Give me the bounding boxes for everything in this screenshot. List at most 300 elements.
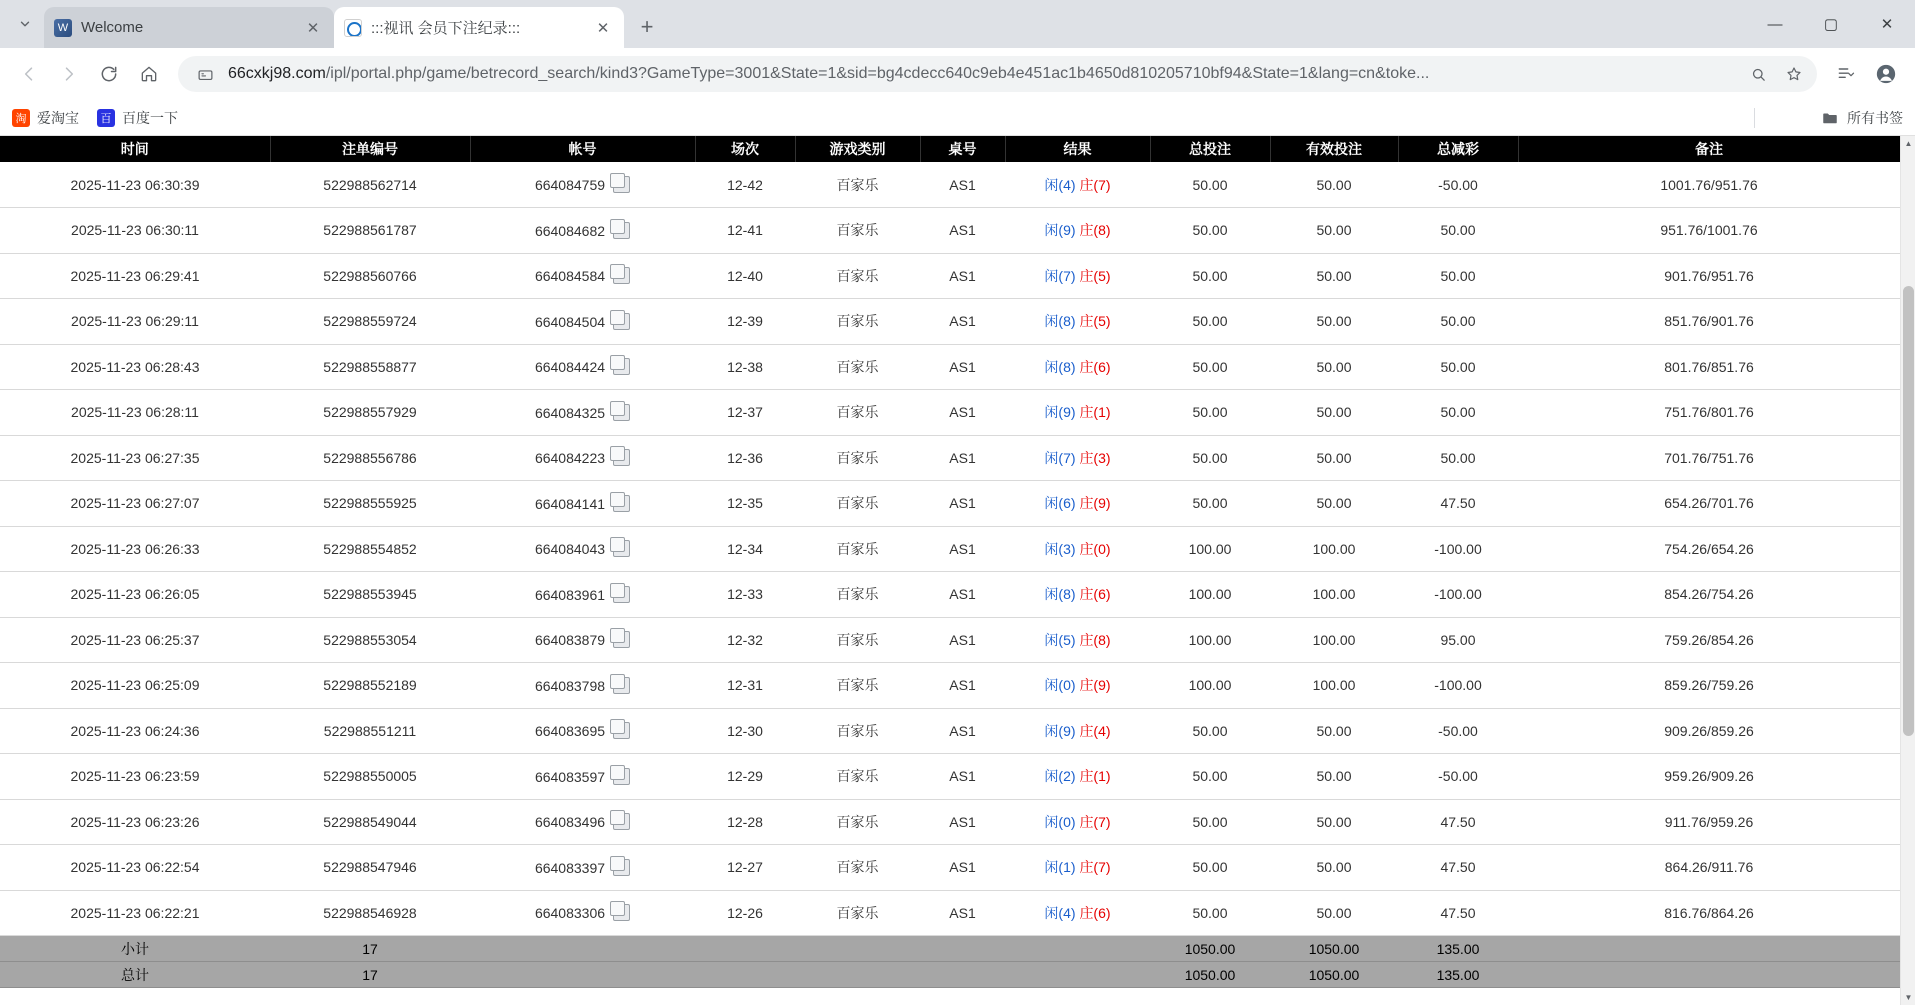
grandtotal-payout: 135.00 [1398, 962, 1518, 988]
cell-time: 2025-11-23 06:26:05 [0, 572, 270, 618]
cell-game-type: 百家乐 [795, 663, 920, 709]
site-info-icon[interactable] [192, 61, 218, 87]
scrollbar-thumb[interactable] [1903, 286, 1914, 736]
cell-round: 12-26 [695, 890, 795, 936]
col-payout[interactable]: 总减彩 [1398, 136, 1518, 162]
cell-payout: 50.00 [1398, 253, 1518, 299]
cell-time: 2025-11-23 06:24:36 [0, 708, 270, 754]
cell-total-bet[interactable]: 50.00 [1150, 299, 1270, 345]
cell-valid-bet: 50.00 [1270, 344, 1398, 390]
account-number: 664084325 [534, 404, 606, 421]
cell-round: 12-38 [695, 344, 795, 390]
copy-icon[interactable] [613, 176, 630, 193]
cell-valid-bet: 50.00 [1270, 435, 1398, 481]
grandtotal-row [0, 962, 1900, 988]
cell-valid-bet: 50.00 [1270, 799, 1398, 845]
url-host: 66cxkj98.com [228, 65, 326, 82]
cell-total-bet[interactable]: 50.00 [1150, 754, 1270, 800]
result-player: 闲(1) [1044, 859, 1076, 876]
cell-total-bet[interactable]: 50.00 [1150, 253, 1270, 299]
grandtotal-blank-1 [470, 962, 695, 988]
cell-note: 801.76/851.76 [1518, 344, 1900, 390]
table-row[interactable] [0, 344, 1900, 390]
cell-total-bet[interactable]: 50.00 [1150, 890, 1270, 936]
cell-note: 911.76/959.26 [1518, 799, 1900, 845]
account-number: 664083879 [534, 632, 606, 649]
cell-round: 12-37 [695, 390, 795, 436]
copy-icon[interactable] [613, 495, 630, 512]
cell-bet-id: 522988546928 [270, 890, 470, 936]
bookmark-taobao[interactable] [12, 108, 79, 128]
cell-table-no: AS1 [920, 617, 1005, 663]
cell-time: 2025-11-23 06:22:54 [0, 845, 270, 891]
address-bar[interactable] [178, 56, 1817, 92]
grandtotal-total-bet: 1050.00 [1150, 962, 1270, 988]
cell-payout: 47.50 [1398, 799, 1518, 845]
cell-round: 12-42 [695, 162, 795, 208]
grandtotal-blank-3 [795, 962, 920, 988]
cell-account [470, 526, 695, 572]
vertical-scrollbar[interactable] [1900, 136, 1915, 1005]
bookmark-label: 百度一下 [122, 109, 178, 126]
cell-payout: 50.00 [1398, 435, 1518, 481]
cell-game-type: 百家乐 [795, 572, 920, 618]
cell-time: 2025-11-23 06:27:07 [0, 481, 270, 527]
cell-valid-bet: 50.00 [1270, 890, 1398, 936]
cell-note: 701.76/751.76 [1518, 435, 1900, 481]
col-round[interactable]: 场次 [695, 136, 795, 162]
copy-icon[interactable] [613, 358, 630, 375]
bookmark-baidu[interactable] [97, 108, 178, 128]
copy-icon[interactable] [613, 813, 630, 830]
taobao-icon: 淘 [12, 109, 30, 127]
folder-icon [1821, 109, 1839, 127]
cell-table-no: AS1 [920, 708, 1005, 754]
account-number: 664083496 [534, 814, 606, 831]
cell-note: 909.26/859.26 [1518, 708, 1900, 754]
table-row[interactable] [0, 481, 1900, 527]
cell-game-type: 百家乐 [795, 344, 920, 390]
result-banker: 庄(5) [1079, 267, 1111, 284]
cell-game-type: 百家乐 [795, 617, 920, 663]
site-favicon-icon [344, 19, 362, 37]
cell-bet-id: 522988551211 [270, 708, 470, 754]
result-banker: 庄(5) [1079, 313, 1111, 330]
cell-result [1005, 162, 1150, 208]
cell-table-no: AS1 [920, 253, 1005, 299]
cell-time: 2025-11-23 06:30:39 [0, 162, 270, 208]
cell-valid-bet: 50.00 [1270, 845, 1398, 891]
cell-table-no: AS1 [920, 799, 1005, 845]
table-row[interactable] [0, 299, 1900, 345]
cell-table-no: AS1 [920, 481, 1005, 527]
table-row[interactable] [0, 663, 1900, 709]
cell-time: 2025-11-23 06:23:59 [0, 754, 270, 800]
cell-table-no: AS1 [920, 526, 1005, 572]
url-path: /ipl/portal.php/game/betrecord_search/kind3?GameType=3001&State=1&sid=bg4cdecc640c9eb4e451ac1b4650d810205710bf94&State=1&lang=cn&toke... [325, 65, 1430, 82]
all-bookmarks-button[interactable] [1821, 108, 1903, 128]
cell-account [470, 572, 695, 618]
tab-strip [0, 0, 1915, 48]
subtotal-valid-bet: 1050.00 [1270, 936, 1398, 962]
subtotal-count: 17 [270, 936, 470, 962]
result-banker: 庄(9) [1079, 677, 1111, 694]
cell-result [1005, 526, 1150, 572]
table-row[interactable] [0, 572, 1900, 618]
cell-payout: 50.00 [1398, 208, 1518, 254]
subtotal-row [0, 936, 1900, 962]
cell-payout: -100.00 [1398, 663, 1518, 709]
col-note[interactable]: 备注 [1518, 136, 1900, 162]
cell-account [470, 208, 695, 254]
cell-result [1005, 572, 1150, 618]
cell-round: 12-41 [695, 208, 795, 254]
cell-table-no: AS1 [920, 435, 1005, 481]
cell-payout: -100.00 [1398, 572, 1518, 618]
subtotal-blank-2 [695, 936, 795, 962]
col-table-no[interactable]: 桌号 [920, 136, 1005, 162]
cell-game-type: 百家乐 [795, 845, 920, 891]
window-controls [1747, 0, 1915, 48]
cell-payout: -50.00 [1398, 754, 1518, 800]
subtotal-blank-4 [920, 936, 1005, 962]
copy-icon[interactable] [613, 677, 630, 694]
cell-time: 2025-11-23 06:26:33 [0, 526, 270, 572]
cell-game-type: 百家乐 [795, 890, 920, 936]
account-number: 664083695 [534, 723, 606, 740]
account-number: 664084759 [534, 177, 606, 193]
baidu-icon: 百 [97, 109, 115, 127]
copy-icon[interactable] [613, 222, 630, 239]
copy-icon[interactable] [613, 904, 630, 921]
cell-note: 859.26/759.26 [1518, 663, 1900, 709]
bet-record-page [0, 136, 1900, 1005]
table-row[interactable] [0, 617, 1900, 663]
result-player: 闲(8) [1044, 586, 1076, 603]
cell-table-no: AS1 [920, 754, 1005, 800]
cell-payout: 47.50 [1398, 481, 1518, 527]
account-number: 664083306 [534, 905, 606, 922]
cell-result [1005, 390, 1150, 436]
table-footer [0, 936, 1900, 988]
home-icon[interactable] [130, 55, 168, 93]
cell-total-bet[interactable]: 50.00 [1150, 390, 1270, 436]
cell-payout: -50.00 [1398, 708, 1518, 754]
maximize-icon[interactable]: ▢ [1823, 16, 1839, 33]
zoom-search-icon[interactable] [1745, 61, 1771, 87]
copy-icon[interactable] [613, 449, 630, 466]
cell-total-bet[interactable]: 100.00 [1150, 526, 1270, 572]
cell-total-bet[interactable]: 100.00 [1150, 572, 1270, 618]
new-tab-button[interactable]: + [640, 14, 654, 39]
table-row[interactable] [0, 526, 1900, 572]
table-row[interactable] [0, 845, 1900, 891]
result-player: 闲(7) [1044, 267, 1076, 284]
bet-record-table [0, 136, 1900, 988]
col-total-bet[interactable]: 总投注 [1150, 136, 1270, 162]
account-number: 664084504 [534, 313, 606, 330]
cell-result [1005, 845, 1150, 891]
profile-avatar-icon[interactable] [1867, 55, 1905, 93]
grandtotal-label: 总计 [0, 962, 270, 988]
cell-payout: 50.00 [1398, 390, 1518, 436]
cell-bet-id: 522988552189 [270, 663, 470, 709]
cell-game-type: 百家乐 [795, 208, 920, 254]
cell-game-type: 百家乐 [795, 253, 920, 299]
account-number: 664084424 [534, 359, 606, 376]
col-valid-bet[interactable]: 有效投注 [1270, 136, 1398, 162]
cell-game-type: 百家乐 [795, 754, 920, 800]
page-viewport [0, 136, 1915, 1005]
account-number: 664084223 [534, 450, 606, 467]
cell-note: 654.26/701.76 [1518, 481, 1900, 527]
tab-welcome[interactable] [44, 7, 334, 48]
bookmarks-bar [0, 100, 1915, 136]
forward-icon[interactable] [50, 55, 88, 93]
result-banker: 庄(6) [1079, 586, 1111, 603]
cell-table-no: AS1 [920, 845, 1005, 891]
table-row[interactable] [0, 208, 1900, 254]
cell-account [470, 435, 695, 481]
cell-valid-bet: 50.00 [1270, 754, 1398, 800]
grandtotal-blank-5 [1005, 962, 1150, 988]
reading-list-icon[interactable] [1827, 55, 1865, 93]
scroll-up-arrow-icon[interactable]: ▲ [1904, 139, 1913, 148]
result-player: 闲(8) [1044, 358, 1076, 375]
table-row[interactable] [0, 708, 1900, 754]
cell-result [1005, 890, 1150, 936]
star-icon[interactable] [1781, 61, 1807, 87]
bookmark-label: 爱淘宝 [37, 109, 79, 126]
close-icon[interactable]: ✕ [596, 19, 610, 37]
result-banker: 庄(9) [1079, 495, 1111, 512]
cell-note: 851.76/901.76 [1518, 299, 1900, 345]
result-player: 闲(5) [1044, 631, 1076, 648]
table-row[interactable] [0, 890, 1900, 936]
browser-toolbar [0, 48, 1915, 100]
close-icon[interactable]: ✕ [306, 19, 320, 37]
account-number: 664084584 [534, 268, 606, 285]
grandtotal-blank-2 [695, 962, 795, 988]
cell-valid-bet: 100.00 [1270, 572, 1398, 618]
col-result[interactable]: 结果 [1005, 136, 1150, 162]
cell-note: 959.26/909.26 [1518, 754, 1900, 800]
cell-game-type: 百家乐 [795, 435, 920, 481]
copy-icon[interactable] [613, 859, 630, 876]
cell-valid-bet: 50.00 [1270, 390, 1398, 436]
table-row[interactable] [0, 435, 1900, 481]
cell-valid-bet: 100.00 [1270, 526, 1398, 572]
cell-valid-bet: 50.00 [1270, 481, 1398, 527]
cell-time: 2025-11-23 06:22:21 [0, 890, 270, 936]
cell-valid-bet: 50.00 [1270, 208, 1398, 254]
copy-icon[interactable] [613, 768, 630, 785]
cell-bet-id: 522988549044 [270, 799, 470, 845]
cell-result [1005, 799, 1150, 845]
tab-title: :::视讯 会员下注纪录::: [371, 20, 521, 37]
cell-total-bet[interactable]: 50.00 [1150, 708, 1270, 754]
result-player: 闲(4) [1044, 176, 1076, 193]
cell-game-type: 百家乐 [795, 162, 920, 208]
cell-valid-bet: 50.00 [1270, 162, 1398, 208]
cell-payout: 95.00 [1398, 617, 1518, 663]
cell-total-bet[interactable]: 50.00 [1150, 845, 1270, 891]
table-row[interactable] [0, 799, 1900, 845]
bookmarks-divider [1754, 108, 1755, 128]
cell-account [470, 299, 695, 345]
result-player: 闲(8) [1044, 313, 1076, 330]
cell-bet-id: 522988560766 [270, 253, 470, 299]
subtotal-label: 小计 [0, 936, 270, 962]
cell-account [470, 617, 695, 663]
account-number: 664084043 [534, 541, 606, 558]
cell-account [470, 344, 695, 390]
copy-icon[interactable] [613, 631, 630, 648]
cell-total-bet[interactable]: 50.00 [1150, 162, 1270, 208]
col-bet-id[interactable]: 注单编号 [270, 136, 470, 162]
cell-round: 12-35 [695, 481, 795, 527]
all-bookmarks-label: 所有书签 [1847, 109, 1903, 126]
copy-icon[interactable] [613, 267, 630, 284]
cell-valid-bet: 50.00 [1270, 708, 1398, 754]
cell-result [1005, 344, 1150, 390]
copy-icon[interactable] [613, 313, 630, 330]
cell-bet-id: 522988559724 [270, 299, 470, 345]
col-time[interactable]: 时间 [0, 136, 270, 162]
url-text [228, 65, 1735, 83]
cell-bet-id: 522988561787 [270, 208, 470, 254]
col-account[interactable]: 帐号 [470, 136, 695, 162]
cell-game-type: 百家乐 [795, 390, 920, 436]
cell-bet-id: 522988550005 [270, 754, 470, 800]
table-row[interactable] [0, 253, 1900, 299]
result-banker: 庄(3) [1079, 449, 1111, 466]
account-number: 664083397 [534, 859, 606, 876]
table-body [0, 162, 1900, 936]
cell-round: 12-29 [695, 754, 795, 800]
cell-round: 12-33 [695, 572, 795, 618]
cell-note: 901.76/951.76 [1518, 253, 1900, 299]
scroll-down-arrow-icon[interactable]: ▼ [1904, 993, 1913, 1002]
cell-time: 2025-11-23 06:29:11 [0, 299, 270, 345]
cell-result [1005, 617, 1150, 663]
cell-total-bet[interactable]: 100.00 [1150, 663, 1270, 709]
cell-payout: 47.50 [1398, 890, 1518, 936]
tab-betrecord[interactable] [334, 7, 624, 48]
cell-payout: -50.00 [1398, 162, 1518, 208]
result-banker: 庄(8) [1079, 222, 1111, 239]
cell-total-bet[interactable]: 50.00 [1150, 435, 1270, 481]
cell-account [470, 481, 695, 527]
cell-payout: -100.00 [1398, 526, 1518, 572]
result-player: 闲(0) [1044, 677, 1076, 694]
grandtotal-blank-4 [920, 962, 1005, 988]
cell-total-bet[interactable]: 50.00 [1150, 799, 1270, 845]
back-icon[interactable] [10, 55, 48, 93]
cell-bet-id: 522988554852 [270, 526, 470, 572]
cell-note: 864.26/911.76 [1518, 845, 1900, 891]
cell-result [1005, 299, 1150, 345]
grandtotal-blank-6 [1518, 962, 1900, 988]
cell-game-type: 百家乐 [795, 526, 920, 572]
result-banker: 庄(7) [1079, 859, 1111, 876]
account-number: 664083961 [534, 586, 606, 603]
cell-result [1005, 481, 1150, 527]
cell-result [1005, 754, 1150, 800]
cell-bet-id: 522988557929 [270, 390, 470, 436]
tab-search-icon[interactable] [6, 0, 44, 48]
cell-total-bet[interactable]: 50.00 [1150, 208, 1270, 254]
cell-table-no: AS1 [920, 663, 1005, 709]
result-player: 闲(7) [1044, 449, 1076, 466]
account-number: 664083798 [534, 677, 606, 694]
cell-total-bet[interactable]: 100.00 [1150, 617, 1270, 663]
cell-bet-id: 522988562714 [270, 162, 470, 208]
subtotal-payout: 135.00 [1398, 936, 1518, 962]
cell-round: 12-31 [695, 663, 795, 709]
copy-icon[interactable] [613, 540, 630, 557]
copy-icon[interactable] [613, 722, 630, 739]
cell-game-type: 百家乐 [795, 799, 920, 845]
result-player: 闲(4) [1044, 904, 1076, 921]
cell-time: 2025-11-23 06:27:35 [0, 435, 270, 481]
result-banker: 庄(1) [1079, 768, 1111, 785]
cell-table-no: AS1 [920, 299, 1005, 345]
table-row[interactable] [0, 390, 1900, 436]
minimize-icon[interactable]: — [1767, 15, 1783, 33]
tab-title: Welcome [81, 19, 144, 36]
cell-note: 816.76/864.26 [1518, 890, 1900, 936]
close-window-icon[interactable]: ✕ [1880, 16, 1894, 33]
result-player: 闲(9) [1044, 222, 1076, 239]
result-player: 闲(2) [1044, 768, 1076, 785]
result-banker: 庄(8) [1079, 631, 1111, 648]
col-game-type[interactable]: 游戏类别 [795, 136, 920, 162]
cell-table-no: AS1 [920, 208, 1005, 254]
cell-bet-id: 522988553054 [270, 617, 470, 663]
cell-account [470, 708, 695, 754]
cell-note: 951.76/1001.76 [1518, 208, 1900, 254]
cell-round: 12-32 [695, 617, 795, 663]
cell-total-bet[interactable]: 50.00 [1150, 344, 1270, 390]
account-number: 664083597 [534, 768, 606, 785]
cell-round: 12-39 [695, 299, 795, 345]
cell-table-no: AS1 [920, 344, 1005, 390]
reload-icon[interactable] [90, 55, 128, 93]
cell-result [1005, 708, 1150, 754]
cell-total-bet[interactable]: 50.00 [1150, 481, 1270, 527]
table-row[interactable] [0, 162, 1900, 208]
cell-result [1005, 435, 1150, 481]
cell-game-type: 百家乐 [795, 299, 920, 345]
result-banker: 庄(6) [1079, 358, 1111, 375]
cell-bet-id: 522988556786 [270, 435, 470, 481]
cell-round: 12-28 [695, 799, 795, 845]
cell-valid-bet: 50.00 [1270, 253, 1398, 299]
copy-icon[interactable] [613, 404, 630, 421]
cell-round: 12-40 [695, 253, 795, 299]
table-row[interactable] [0, 754, 1900, 800]
subtotal-blank-3 [795, 936, 920, 962]
cell-round: 12-30 [695, 708, 795, 754]
cell-result [1005, 208, 1150, 254]
result-banker: 庄(6) [1079, 904, 1111, 921]
cell-game-type: 百家乐 [795, 481, 920, 527]
copy-icon[interactable] [613, 586, 630, 603]
cell-table-no: AS1 [920, 572, 1005, 618]
cell-time: 2025-11-23 06:28:43 [0, 344, 270, 390]
result-player: 闲(6) [1044, 495, 1076, 512]
